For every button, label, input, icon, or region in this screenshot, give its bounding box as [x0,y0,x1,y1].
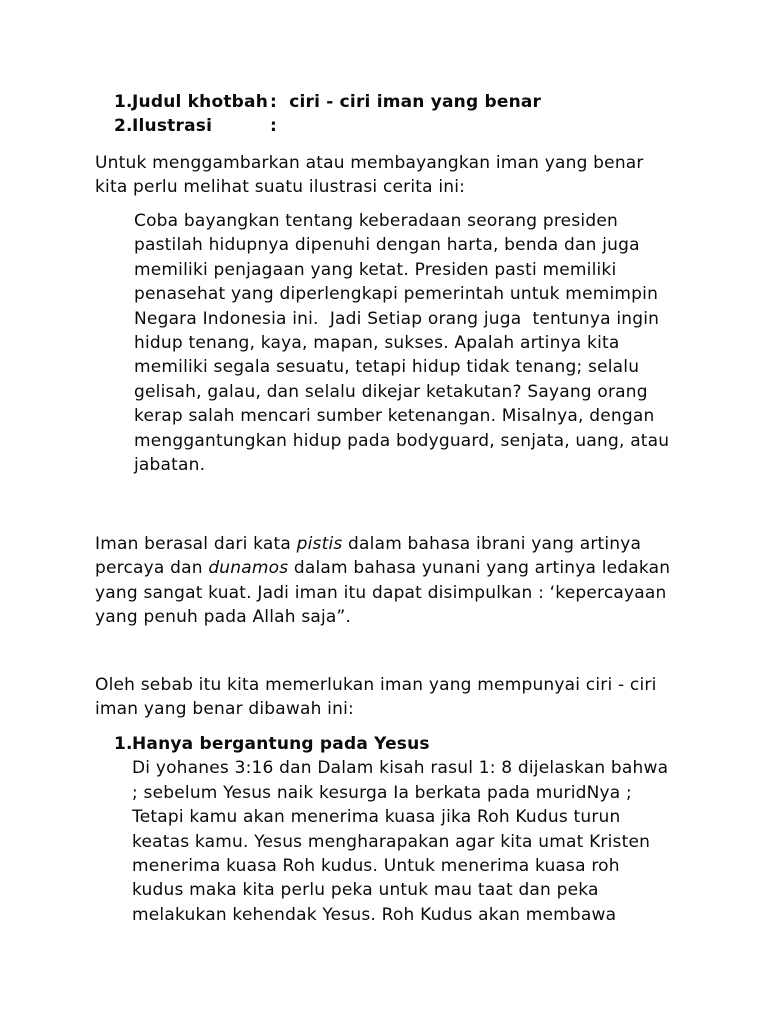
text-line: melakukan kehendak Yesus. Roh Kudus akan membawa [132,904,617,925]
text-segment: Iman berasal dari kata [95,534,297,554]
text-line: Coba bayangkan tentang keberadaan seorang presiden [134,211,618,231]
text-segment: dalam bahasa yunani yang artinya ledakan [288,558,671,579]
text-line: menerima kuasa Roh kudus. Untuk menerima kuasa roh [132,856,620,877]
text-line: Tetapi kamu akan menerima kuasa jika Roh Kudus turun [132,807,621,828]
text-segment: percaya dan [95,558,209,579]
text-line: memiliki segala sesuatu, tetapi hidup tidak tenang; selalu [134,357,640,378]
text-line: Di yohanes 3:16 dan Dalam kisah rasul 1: 8 dijelaskan bahwa [132,758,669,779]
list-label: Judul khotbah [132,92,269,112]
text-segment: dalam bahasa ibrani yang artinya [342,534,642,554]
text-line: menggantungkan hidup pada bodyguard, senjata, uang, atau [134,430,670,451]
text-line: iman yang benar dibawah ini: [95,699,354,720]
text-line: memiliki penjagaan yang ketat. Presiden pasti memiliki [134,259,617,280]
oleh-sebab-paragraph [95,673,657,722]
text-line: kita perlu melihat suatu ilustrasi cerita ini: [95,177,466,198]
point-1-title-row [114,732,668,756]
text-line: Oleh sebab itu kita memerlukan iman yang mempunyai ciri - ciri [95,675,657,695]
text-line: Negara Indonesia ini. Jadi Setiap orang juga tentunya ingin [134,308,660,329]
italic-term-dunamos: dunamos [208,558,289,579]
text-line: ; sebelum Yesus naik kesurga Ia berkata pada muridNya ; [132,782,632,803]
text-line: yang sangat kuat. Jadi iman itu dapat disimpulkan : ‘kepercayaan [95,582,667,603]
text-line: jabatan. [134,455,206,476]
list-colon: : [270,92,290,112]
italic-term-pistis: pistis [296,534,343,554]
list-number: 1. [114,734,133,754]
text-line: yang penuh pada Allah saja”. [95,607,352,628]
sermon-title-text: ciri - ciri iman yang benar [289,92,542,112]
list-colon: : [270,116,277,137]
iman-definition-paragraph [95,532,670,630]
list-number: 2. [114,116,133,137]
list-item-ilustrasi [114,114,541,138]
text-line: keatas kamu. Yesus mengharapakan agar kita umat Kristen [132,831,651,852]
point-1-section [114,732,668,927]
intro-paragraph [95,151,644,200]
text-line: gelisah, galau, dan selalu dikejar ketakutan? Sayang orang [134,381,648,402]
text-line: hidup tenang, kaya, mapan, sukses. Apalah artinya kita [134,333,620,354]
list-number: 1. [114,92,133,112]
illustration-paragraph [134,209,669,477]
sermon-header-list [114,90,541,139]
text-line [95,556,670,580]
text-line [95,532,670,556]
text-line: pastilah hidupnya dipenuhi dengan harta, benda dan juga [134,235,640,256]
point-1-body [132,756,668,927]
text-line: Untuk menggambarkan atau membayangkan iman yang benar [95,153,644,173]
text-line: penasehat yang diperlengkapi pemerintah untuk memimpin [134,284,659,305]
text-line: kudus maka kita perlu peka untuk mau taat dan peka [132,880,599,901]
text-line: kerap salah mencari sumber ketenangan. Misalnya, dengan [134,406,655,427]
list-label: Ilustrasi [132,116,213,137]
point-1-title: Hanya bergantung pada Yesus [132,734,430,754]
list-item-judul-khotbah [114,90,541,114]
